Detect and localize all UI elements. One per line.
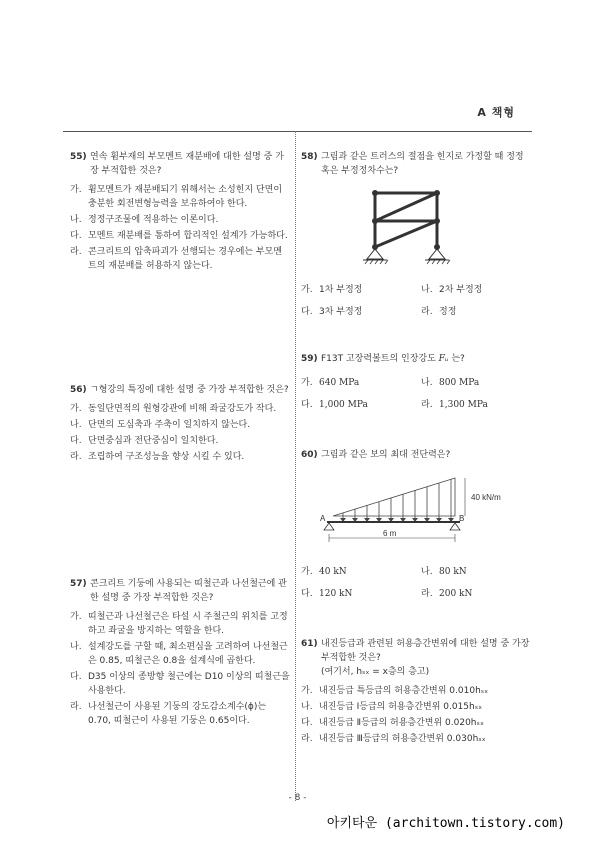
option[interactable]	[421, 398, 531, 412]
distributed-load-triangle	[333, 478, 455, 516]
option-mark: 라.	[301, 734, 313, 744]
option[interactable]	[421, 305, 531, 319]
option-mark: 라.	[421, 307, 433, 317]
option[interactable]	[301, 732, 531, 746]
option-text: 설계강도를 구할 때, 최소편심을 고려하여 나선철근은 0.85, 띠철근은 0.8을 설계식에 곱한다.	[88, 642, 288, 666]
support-a-label: A	[320, 514, 326, 523]
option[interactable]	[70, 245, 290, 273]
option[interactable]	[70, 670, 290, 698]
option-mark: 다.	[301, 400, 313, 410]
question-stem: 내진등급과 관련된 허용층간변위에 대한 설명 중 가장 부적합한 것은?	[321, 639, 530, 663]
page-number: - 8 -	[288, 793, 307, 803]
option-mark: 가.	[70, 185, 82, 195]
option-mark: 가.	[70, 404, 82, 414]
option-text: 1,300 MPa	[439, 400, 488, 410]
option-mark: 가.	[301, 285, 313, 295]
option[interactable]	[70, 183, 290, 211]
option[interactable]	[70, 700, 290, 728]
option[interactable]	[301, 305, 421, 319]
tensile-strength-symbol: Fᵤ	[438, 354, 449, 364]
option[interactable]	[70, 229, 290, 243]
option-text: 동일단면적의 원형강관에 비해 좌굴강도가 작다.	[88, 404, 277, 414]
option-text: 휨모멘트가 재분배되기 위해서는 소성힌지 단면이 충분한 회전변형능력을 보유하여야 한다.	[88, 185, 283, 209]
load-arrows	[343, 479, 451, 520]
option-list	[70, 183, 290, 273]
question-number: 57)	[70, 579, 87, 589]
site-watermark: 아키타운 (architown.tistory.com)	[326, 816, 565, 831]
option-text: 120 kN	[319, 589, 353, 599]
option-mark: 다.	[70, 672, 82, 682]
option-list	[301, 684, 531, 746]
option-list	[70, 402, 290, 464]
option-list	[301, 376, 531, 414]
truss-joint	[434, 218, 440, 224]
option-mark: 나.	[421, 378, 433, 388]
question-61	[301, 637, 531, 748]
option-mark: 가.	[301, 686, 313, 696]
option[interactable]	[70, 450, 290, 464]
option-text: 1차 부정정	[319, 285, 363, 295]
option-mark: 다.	[301, 718, 313, 728]
option[interactable]	[301, 376, 421, 390]
question-60-options	[301, 565, 531, 603]
option-text: 단면중심과 전단중심이 일치한다.	[88, 436, 219, 446]
option-mark: 라.	[421, 400, 433, 410]
truss-joint	[434, 190, 440, 196]
option[interactable]	[70, 610, 290, 638]
option-mark: 나.	[421, 285, 433, 295]
truss-member	[375, 221, 437, 247]
option[interactable]	[70, 418, 290, 432]
option-text: 정정구조물에 적용하는 이론이다.	[88, 215, 219, 225]
question-59	[301, 352, 531, 414]
truss-figure	[355, 185, 465, 270]
question-stem: 그림과 같은 트러스의 절점을 힌지로 가정할 때 정정 혹은 부정정차수는?	[321, 152, 524, 176]
option[interactable]	[301, 684, 531, 698]
option-text: 200 kN	[439, 589, 473, 599]
question-stem: 그림과 같은 보의 최대 전단력은?	[321, 450, 451, 460]
option[interactable]	[301, 700, 531, 714]
question-number: 60)	[301, 450, 318, 460]
option-mark: 다.	[301, 307, 313, 317]
option-text: 3차 부정정	[319, 307, 363, 317]
option-text: 1,000 MPa	[319, 400, 368, 410]
truss-member	[375, 193, 437, 221]
option-list	[70, 610, 290, 728]
column-divider	[295, 131, 296, 801]
option-text: 내진등급 Ⅱ등급의 허용층간변위 0.020hₛₓ	[319, 718, 484, 728]
option-mark: 나.	[421, 567, 433, 577]
option-mark: 나.	[70, 215, 82, 225]
option-mark: 나.	[70, 420, 82, 430]
option[interactable]	[421, 283, 531, 297]
option-text: 내진등급 특등급의 허용층간변위 0.010hₛₓ	[319, 686, 489, 696]
question-stem-suffix: 는?	[448, 354, 465, 364]
option-text: 콘크리트의 압축파괴가 선행되는 경우에는 부모멘트의 재분배를 허용하지 않는다.	[88, 247, 283, 271]
option-text: 나선철근이 사용된 기둥의 강도감소계수(ϕ)는 0.70, 띠철근이 사용된 기둥은 0.65이다.	[88, 702, 267, 726]
question-58-options	[301, 283, 531, 321]
option-text: 내진등급 Ⅰ등급의 허용층간변위 0.015hₛₓ	[319, 702, 483, 712]
question-55	[70, 150, 290, 275]
option[interactable]	[301, 565, 421, 579]
option-text: 800 MPa	[439, 378, 480, 388]
ground-hatch	[365, 260, 450, 264]
question-stem: 연속 휨부재의 부모멘트 재분배에 대한 설명 중 가장 부적합한 것은?	[90, 152, 284, 176]
span-length-label: 6 m	[383, 529, 397, 538]
option-text: 80 kN	[439, 567, 467, 577]
question-number: 56)	[70, 385, 87, 395]
option-text: 640 MPa	[319, 378, 360, 388]
option-text: 내진등급 Ⅲ등급의 허용층간변위 0.030hₛₓ	[319, 734, 486, 744]
option-mark: 다.	[70, 231, 82, 241]
option[interactable]	[70, 402, 290, 416]
option[interactable]	[301, 716, 531, 730]
option-text: 40 kN	[319, 567, 347, 577]
option-mark: 라.	[70, 247, 82, 257]
support-b-label: B	[459, 514, 465, 523]
load-magnitude-label: 40 kN/m	[471, 493, 501, 502]
option-mark: 가.	[301, 378, 313, 388]
option-mark: 가.	[301, 567, 313, 577]
option[interactable]	[421, 587, 531, 601]
question-number: 58)	[301, 152, 318, 162]
option-mark: 나.	[70, 642, 82, 652]
support-b-icon	[450, 523, 460, 530]
question-stem: F13T 고장력볼트의 인장강도	[321, 354, 439, 364]
option[interactable]	[421, 565, 531, 579]
truss-joint	[372, 190, 378, 196]
option-mark: 라.	[421, 589, 433, 599]
option-text: 정정	[439, 307, 457, 317]
option-mark: 다.	[301, 589, 313, 599]
option[interactable]	[421, 376, 531, 390]
support-a-icon	[324, 523, 334, 530]
option-text: 모멘트 재분배를 통하여 합리적인 설계가 가능하다.	[88, 231, 288, 241]
question-number: 55)	[70, 152, 87, 162]
option[interactable]	[301, 587, 421, 601]
option-mark: 가.	[70, 612, 82, 622]
question-stem: 콘크리트 기둥에 사용되는 띠철근과 나선철근에 관한 설명 중 가장 부적합한 것은?	[90, 579, 287, 603]
booklet-type-title: A 책형	[477, 106, 515, 119]
header-rule	[63, 131, 532, 132]
question-number: 59)	[301, 354, 318, 364]
truss-joint	[372, 218, 378, 224]
pin-support-right	[429, 249, 445, 259]
option-text: 띠철근과 나선철근은 타설 시 주철근의 위치를 고정하고 좌굴을 방지하는 역할을 한다.	[88, 612, 288, 636]
pin-support-left	[367, 249, 383, 259]
question-note: (여기서, hₛₓ = x층의 층고)	[321, 667, 430, 677]
question-60	[301, 448, 531, 462]
option[interactable]	[70, 640, 290, 668]
option-mark: 다.	[70, 436, 82, 446]
option[interactable]	[301, 398, 421, 412]
option-text: 조립하여 구조성능을 향상 시킬 수 있다.	[88, 452, 245, 462]
question-56	[70, 383, 290, 466]
question-stem: ㄱ형강의 특징에 대한 설명 중 가장 부적합한 것은?	[90, 385, 289, 395]
option-mark: 라.	[70, 702, 82, 712]
question-58	[301, 150, 531, 178]
option[interactable]	[301, 283, 421, 297]
option-mark: 나.	[301, 702, 313, 712]
question-57	[70, 577, 290, 730]
option-mark: 라.	[70, 452, 82, 462]
question-number: 61)	[301, 639, 318, 649]
option[interactable]	[70, 434, 290, 448]
option[interactable]	[70, 213, 290, 227]
option-text: 단면의 도심축과 주축이 일치하지 않는다.	[88, 420, 251, 430]
beam-figure	[315, 472, 530, 554]
option-text: 2차 부정정	[439, 285, 483, 295]
option-text: D35 이상의 종방향 철근에는 D10 이상의 띠철근을 사용한다.	[88, 672, 290, 696]
